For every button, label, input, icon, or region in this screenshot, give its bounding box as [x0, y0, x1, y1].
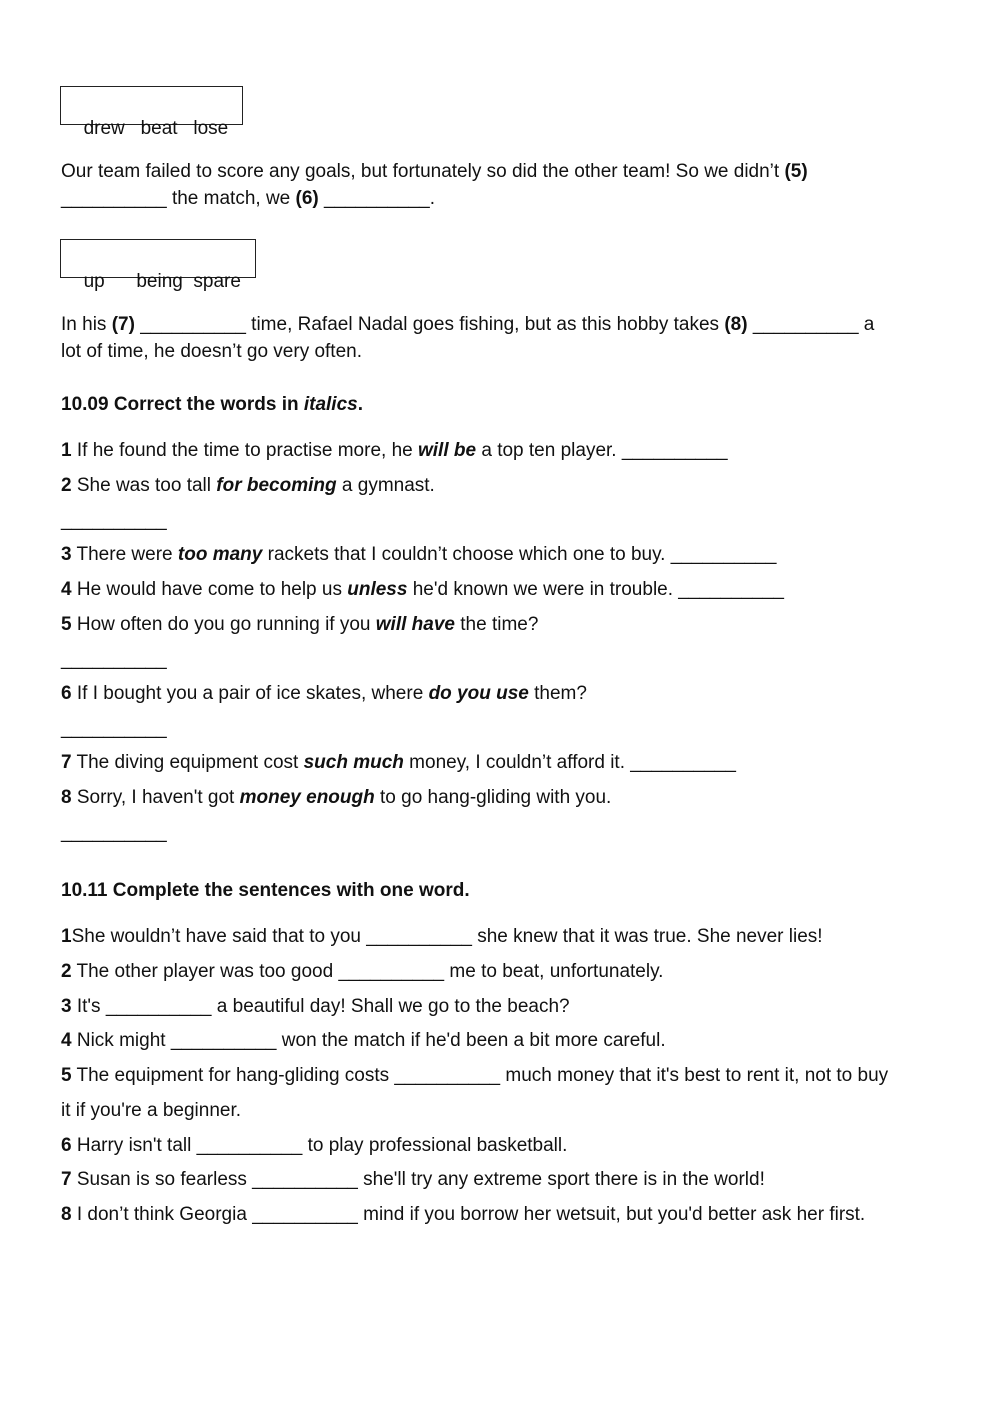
gap-number: (5) — [784, 161, 808, 182]
exercise-item-2: 2 She was too tall for becoming a gymnast. — [61, 475, 435, 496]
answer-line-2 — [61, 509, 167, 533]
item-number: 4 — [61, 1030, 72, 1051]
answer-blank[interactable]: __________ — [61, 188, 167, 209]
paragraph-text: In his — [61, 314, 112, 335]
word-box-2 — [60, 239, 256, 292]
italic-word: such much — [303, 752, 404, 773]
item-number: 3 — [61, 996, 72, 1017]
paragraph-1-line-2 — [61, 187, 435, 211]
item-number: 2 — [61, 961, 72, 982]
answer-blank[interactable]: __________ — [140, 314, 246, 335]
answer-line-6 — [61, 717, 167, 741]
word-box-words: drew beat lose — [83, 118, 229, 139]
item-number: 6 — [61, 683, 72, 704]
answer-line-5 — [61, 648, 167, 672]
completion-item-8: 8 I don’t think Georgia __________ mind if you borrow her wetsuit, but you'd better ask her first. — [61, 1204, 866, 1225]
answer-blank[interactable]: __________ — [61, 822, 167, 843]
completion-item-5-line-2: it if you're a beginner. — [61, 1100, 242, 1121]
exercise-item-5: 5 How often do you go running if you will have the time? — [61, 614, 539, 635]
item-number: 8 — [61, 787, 72, 808]
completion-item-6: 6 Harry isn't tall __________ to play professional basketball. — [61, 1135, 568, 1156]
item-number: 4 — [61, 579, 72, 600]
italic-word: too many — [177, 544, 263, 565]
answer-blank[interactable]: __________ — [61, 718, 167, 739]
answer-blank[interactable]: __________ — [338, 961, 445, 982]
exercise-item-8: 8 Sorry, I haven't got money enough to go hang-gliding with you. — [61, 787, 612, 808]
answer-blank[interactable]: __________ — [170, 1030, 277, 1051]
section-heading-10-09: 10.09 Correct the words in italics. — [61, 394, 364, 415]
paragraph-text: time, Rafael Nadal goes fishing, but as this hobby takes — [245, 314, 725, 335]
answer-blank[interactable]: __________ — [394, 1065, 501, 1086]
answer-blank[interactable]: __________ — [196, 1135, 303, 1156]
answer-blank[interactable]: __________ — [61, 649, 167, 670]
answer-blank[interactable]: __________ — [105, 996, 212, 1017]
item-number: 3 — [61, 544, 72, 565]
italic-word: will be — [418, 440, 477, 461]
gap-number: (8) — [724, 314, 748, 335]
exercise-item-4: 4 He would have come to help us unless he'd known we were in trouble. __________ — [61, 579, 784, 600]
answer-blank[interactable]: __________ — [678, 579, 784, 600]
exercise-item-6: 6 If I bought you a pair of ice skates, where do you use them? — [61, 683, 587, 704]
item-number: 8 — [61, 1204, 72, 1225]
paragraph-1-line-1 — [61, 160, 808, 184]
gap-number: (7) — [111, 314, 135, 335]
exercise-item-1: 1 If he found the time to practise more, he will be a top ten player. __________ — [61, 440, 728, 461]
italic-word: money enough — [239, 787, 375, 808]
answer-blank[interactable]: __________ — [621, 440, 728, 461]
italic-word: for becoming — [216, 475, 337, 496]
word-box-words: up being spare — [83, 271, 241, 292]
item-number: 5 — [61, 614, 72, 635]
item-number: 5 — [61, 1065, 72, 1086]
answer-blank[interactable]: __________ — [61, 510, 167, 531]
paragraph-text: a — [858, 314, 875, 335]
paragraph-2-line-1 — [61, 313, 874, 337]
item-number: 7 — [61, 1169, 72, 1190]
paragraph-text: Our team failed to score any goals, but fortunately so did the other team! So we didn’t — [61, 161, 785, 182]
item-number: 1 — [61, 440, 72, 461]
completion-item-7: 7 Susan is so fearless __________ she'll try any extreme sport there is in the world! — [61, 1169, 765, 1190]
completion-item-4: 4 Nick might __________ won the match if he'd been a bit more careful. — [61, 1030, 666, 1051]
paragraph-text: lot of time, he doesn’t go very often. — [61, 341, 363, 362]
item-number: 1 — [61, 926, 72, 947]
answer-blank[interactable]: __________ — [324, 188, 430, 209]
italic-word: do you use — [428, 683, 529, 704]
completion-item-5: 5 The equipment for hang-gliding costs __________ much money that it's best to rent it, not to buy — [61, 1065, 889, 1086]
item-number: 6 — [61, 1135, 72, 1156]
completion-item-2: 2 The other player was too good __________ me to beat, unfortunately. — [61, 961, 664, 982]
answer-blank[interactable]: __________ — [752, 314, 859, 335]
exercise-item-3: 3 There were too many rackets that I couldn’t choose which one to buy. __________ — [61, 544, 777, 565]
answer-blank[interactable]: __________ — [366, 926, 472, 947]
paragraph-text: the match, we — [166, 188, 296, 209]
answer-line-8 — [61, 821, 167, 845]
answer-blank[interactable]: __________ — [670, 544, 777, 565]
exercise-item-7: 7 The diving equipment cost such much money, I couldn’t afford it. __________ — [61, 752, 736, 773]
gap-number: (6) — [295, 188, 319, 209]
item-number: 7 — [61, 752, 72, 773]
italic-word: unless — [347, 579, 408, 600]
word-box-1 — [60, 86, 243, 139]
paragraph-text: . — [429, 188, 435, 209]
answer-blank[interactable]: __________ — [252, 1169, 358, 1190]
completion-item-1: 1She wouldn’t have said that to you __________ she knew that it was true. She never lies! — [61, 926, 823, 947]
completion-item-3: 3 It's __________ a beautiful day! Shall we go to the beach? — [61, 996, 570, 1017]
answer-blank[interactable]: __________ — [630, 752, 736, 773]
item-number: 2 — [61, 475, 72, 496]
section-heading-10-11: 10.11 Complete the sentences with one word. — [61, 880, 470, 901]
answer-blank[interactable]: __________ — [252, 1204, 358, 1225]
paragraph-2-line-2 — [61, 340, 362, 364]
italic-word: will have — [375, 614, 455, 635]
